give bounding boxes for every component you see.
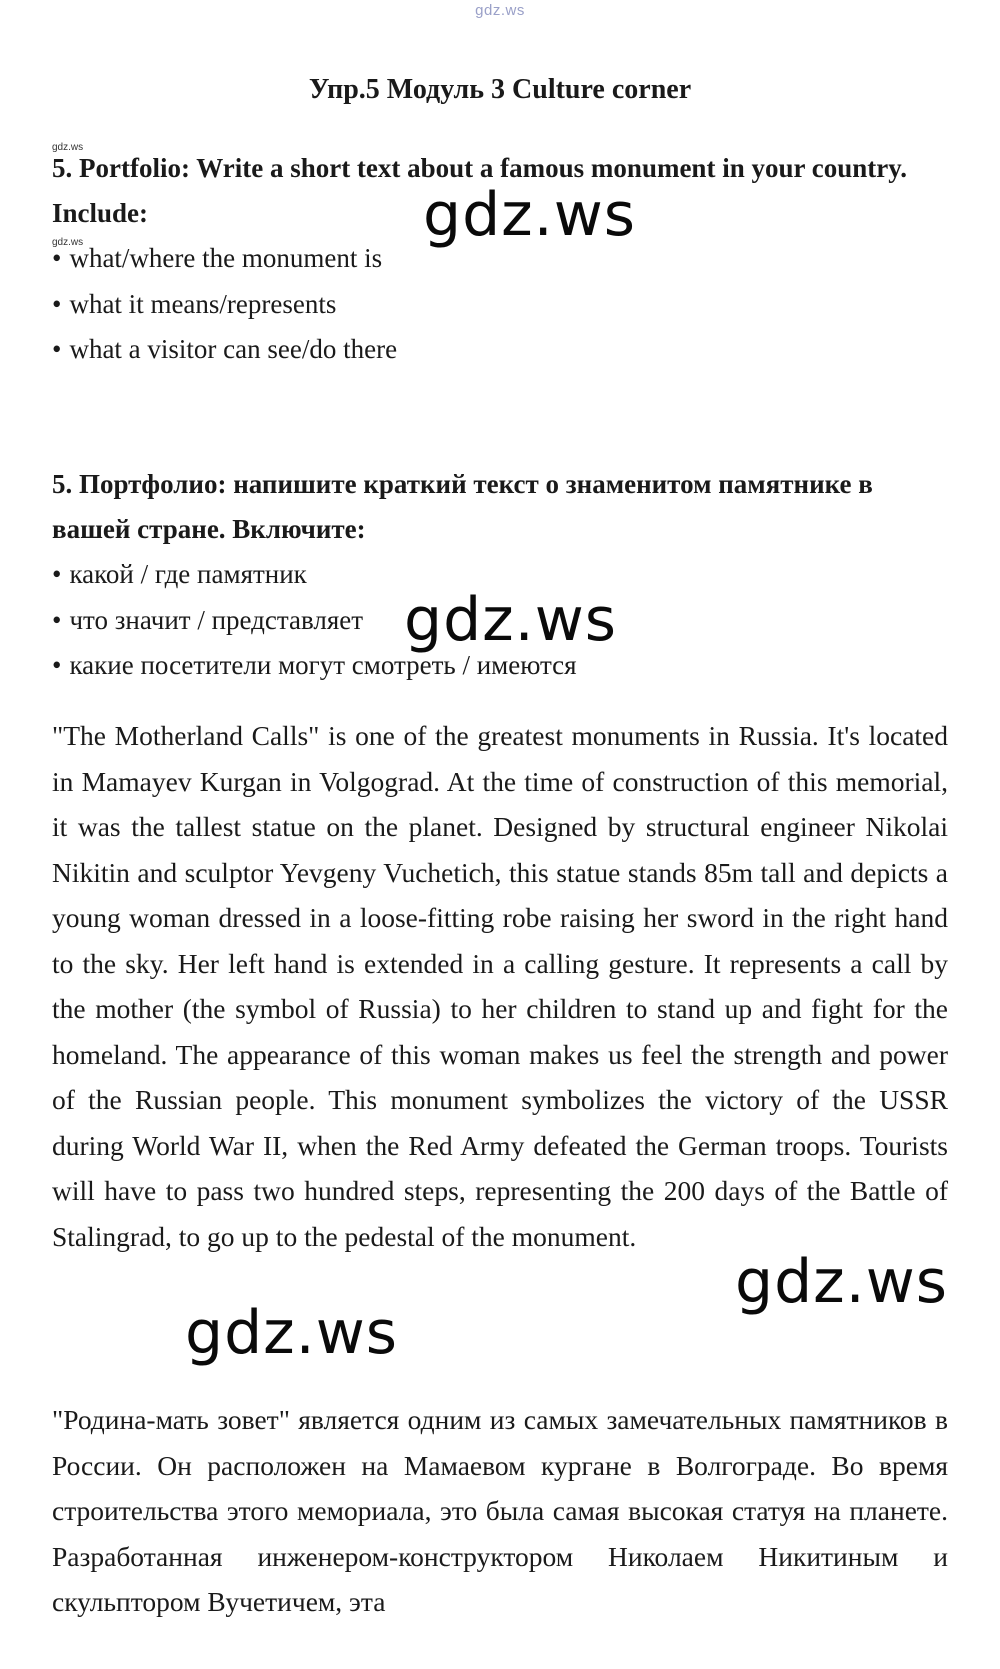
russian-task-heading: 5. Портфолио: напишите краткий текст о знаменитом памятнике в вашей стране. Включите:: [52, 469, 873, 544]
bullet-item: • what/where the monument is: [52, 236, 397, 282]
english-task-heading: 5. Portfolio: Write a short text about a famous monument in your country. Include:: [52, 153, 907, 228]
bullet-item: • какие посетители могут смотреть / имеются: [52, 643, 577, 689]
bullet-item: • what it means/represents: [52, 282, 397, 328]
bullet-item: • что значит / представляет: [52, 598, 577, 644]
page-title: Упр.5 Модуль 3 Culture corner: [308, 74, 692, 105]
small-watermark: gdz.ws: [52, 142, 84, 153]
small-watermark: gdz.ws: [52, 237, 84, 248]
watermark: gdz.ws: [423, 180, 637, 250]
top-watermark: gdz.ws: [475, 2, 525, 19]
english-answer-text: "The Motherland Calls" is one of the greatest monuments in Russia. It's located in Mamayev Kurgan in Volgograd. At the time of construction of this memorial, it was the tallest statue on the planet. Designed by structural engineer Nikolai Nikitin and sculptor Yevgeny Vuchetich, this statue stands 85m tall and depicts a young woman dressed in a loose-fitting robe raising her sword in the right hand to the sky. Her left hand is extended in a calling gesture. It represents a call by the mother (the symbol of Russia) to her children to stand up and fight for the homeland. The appearance of this woman makes us feel the strength and power of the Russian people. This monument symbolizes the victory of the USSR during World War II, when the Red Army defeated the German troops. Tourists will have to pass two hundred steps, representing the 200 days of the Battle of Stalingrad, to go up to the pedestal of the monument.: [52, 720, 948, 1252]
watermark: gdz.ws: [185, 1298, 399, 1368]
watermark: gdz.ws: [735, 1247, 949, 1317]
watermark: gdz.ws: [404, 585, 618, 655]
bullet-item: • what a visitor can see/do there: [52, 327, 397, 373]
english-task-bullets: [52, 236, 397, 373]
bullet-item: • какой / где памятник: [52, 552, 577, 598]
russian-answer-text: "Родина-мать зовет" является одним из самых замечательных памятников в России. Он расположен на Мамаевом кургане в Волгограде. Во время строительства этого мемориала, это была самая высокая статуя на планете. Разработанная инженером-конструктором Николаем Никитиным и скульптором Вучетичем, эта: [52, 1404, 948, 1617]
